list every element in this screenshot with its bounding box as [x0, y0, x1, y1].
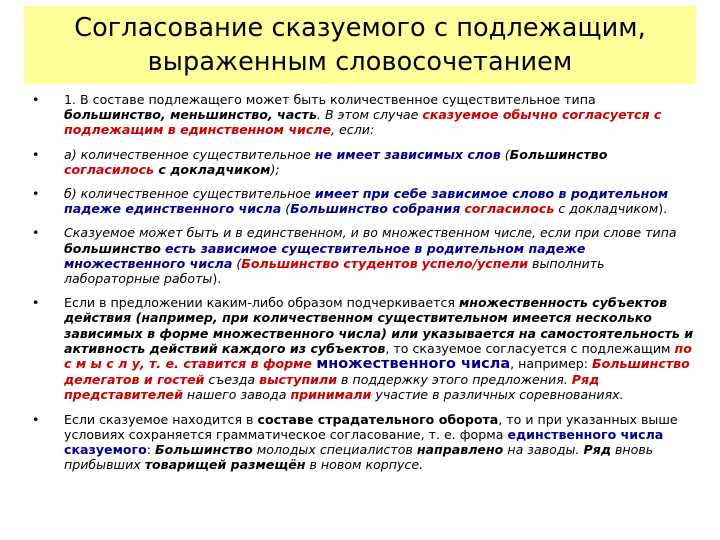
text-run: (	[281, 201, 291, 217]
bullet-icon: •	[32, 146, 40, 162]
text-run: в поддержку этого предложения.	[337, 372, 572, 388]
text-run: сказуемое обычно согласуется с подлежащим в единственном числе	[64, 107, 662, 138]
text-run: Ряд представителей	[64, 372, 600, 403]
text-run: выполнить лабораторные работы	[64, 255, 605, 287]
text-run: Большинство	[509, 146, 608, 162]
text-run: .	[316, 107, 325, 123]
text-run: множественного числа	[316, 356, 511, 373]
text-run: Ряд	[583, 442, 611, 458]
bullet-text	[64, 225, 677, 286]
text-run: с докладчиком	[154, 161, 271, 177]
title-banner	[24, 6, 696, 84]
text-run: В этом случае	[324, 107, 423, 123]
text-run: ).	[212, 271, 222, 287]
text-run: вновь прибывших	[64, 442, 654, 473]
text-run: б) количественное существительное	[64, 186, 315, 202]
bullet-item	[28, 92, 694, 138]
text-run: участие в различных соревнованиях.	[371, 387, 624, 403]
bullet-item	[28, 412, 694, 473]
bullet-list	[28, 92, 694, 472]
bullet-item	[28, 147, 694, 177]
bullet-text	[64, 147, 607, 177]
text-run: (	[232, 255, 242, 271]
text-run: согласилось	[64, 161, 155, 177]
text-run: большинство	[64, 240, 161, 256]
bullet-text	[64, 92, 661, 137]
text-run: на заводы.	[503, 442, 584, 458]
text-run: , если:	[331, 122, 375, 138]
text-run: есть зависимое существительное в родительном падеже множественного числа	[64, 240, 586, 271]
text-run: а) количественное существительное	[64, 146, 315, 162]
bullet-text	[64, 186, 668, 216]
text-run: составе страдательного оборота	[257, 411, 499, 427]
text-run: , то сказуемое согласуется с подлежащим	[385, 340, 675, 356]
text-run: товарищей размещён	[144, 457, 306, 473]
text-run: множественность субъектов действия (например, при количественном существительном имеется несколько зависимых в форме множественного числа) или указывается на самостоятельность и активность действий каждого из субъектов	[64, 295, 694, 356]
text-run: в новом корпусе.	[305, 457, 424, 473]
text-run: :	[146, 442, 156, 458]
text-run: Большинство собрания	[290, 201, 461, 217]
text-run: успело/успели	[421, 255, 529, 271]
bullet-text	[64, 295, 693, 402]
slide-title	[74, 11, 646, 79]
text-run: молодых специалистов	[252, 442, 417, 458]
bullet-text	[64, 412, 678, 473]
title-line-1: Согласование сказуемого с подлежащим,	[74, 13, 646, 43]
bullet-item	[28, 186, 694, 216]
slide-content	[28, 92, 694, 481]
text-run: единственного числа сказуемого	[64, 426, 664, 458]
text-run: по с м ы с л у, т. е. ставится в форме	[64, 340, 692, 372]
text-run: ).	[658, 201, 668, 217]
bullet-icon: •	[32, 295, 40, 311]
text-run: (	[500, 146, 510, 162]
title-line-2: выраженным словосочетанием	[147, 47, 573, 77]
bullet-icon: •	[32, 186, 40, 202]
text-run: Сказуемое может быть и в единственном, и во множественном числе, если при слове типа	[64, 225, 677, 241]
text-run: );	[270, 161, 280, 177]
bullet-item	[28, 295, 694, 402]
text-run: выступили	[259, 372, 338, 388]
text-run: согласилось	[464, 201, 555, 217]
text-run: 1. В составе подлежащего может быть количественное существительное типа	[64, 92, 596, 107]
text-run: направлено	[416, 442, 504, 458]
text-run: большинство, меньшинство, часть	[64, 107, 317, 123]
text-run: не имеет зависимых слов	[314, 146, 501, 162]
text-run: Большинство делегатов и гостей	[64, 356, 690, 388]
text-run: с докладчиком	[554, 201, 659, 217]
text-run: Если в предложении каким-либо образом подчеркивается	[64, 295, 459, 311]
text-run: Если сказуемое находится в	[64, 411, 258, 427]
text-run: , например:	[510, 356, 593, 372]
text-run: Большинство	[155, 442, 253, 458]
bullet-icon: •	[32, 411, 40, 427]
text-run: имеет при себе зависимое слово в родительном падеже единственного числа	[64, 186, 669, 217]
text-run: нашего завода	[182, 387, 291, 403]
bullet-item	[28, 225, 694, 286]
text-run: , то и при указанных выше условиях сохраняется грамматическое согласование, т. е. форма	[64, 411, 678, 442]
text-run: съезда	[204, 372, 260, 388]
text-run: принимали	[290, 387, 372, 403]
text-run: Большинство студентов	[241, 255, 418, 271]
bullet-icon: •	[32, 225, 40, 241]
bullet-icon: •	[32, 92, 40, 107]
